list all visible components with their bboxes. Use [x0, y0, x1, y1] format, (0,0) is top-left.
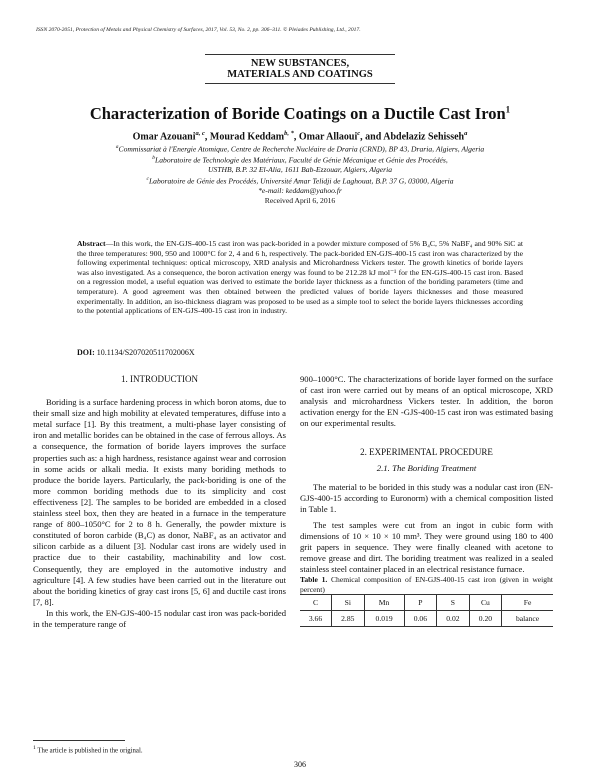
- composition-table: [300, 594, 553, 627]
- table-header-row: [300, 595, 553, 611]
- affiliation-line: USTHB, B.P. 32 El-Alia, 1611 Bab-Ezzouar, Algiers, Algeria: [207, 165, 392, 175]
- table-header-cell: S: [437, 595, 470, 611]
- section-header: [0, 58, 600, 80]
- table-header-cell: Cu: [469, 595, 502, 611]
- affiliation-mark: b: [152, 155, 156, 162]
- table-header-cell: P: [404, 595, 437, 611]
- intro-paragraph-2-continued: 900–1000°C. The characterizations of boride layer formed on the surface of cast iron were carried out by means of an optical microscope, XRD analysis and microhardness Vickers tester. In addition, the boron activation energy for the EN -GJS-400-15 cast iron was estimated basing on our experimental results.: [300, 374, 553, 429]
- experimental-paragraph-1: The material to be borided in this study was a nodular cast iron (EN-GJS-400-15 according to Euronorm) with a chemical composition listed in Table 1.: [300, 481, 553, 514]
- header-rule-bottom: [205, 83, 395, 84]
- author-affiliation-mark: b, *: [284, 130, 294, 137]
- boriding-subheading: 2.1. The Boriding Treatment: [376, 462, 477, 473]
- affiliation-list: [0, 143, 600, 186]
- author-affiliation-mark: a: [464, 130, 468, 137]
- footnote-mark: 1: [33, 745, 36, 751]
- table-header-cell: Fe: [502, 595, 553, 611]
- affiliation-mark: c: [146, 175, 149, 182]
- doi-label: DOI:: [77, 348, 95, 357]
- header-rule-top: [205, 54, 395, 55]
- footnote-rule: [33, 740, 125, 741]
- author-name: Omar Allaoui: [298, 131, 358, 143]
- table-header-cell: C: [312, 598, 319, 608]
- table-caption: [300, 575, 553, 594]
- author-name: Omar Azouani: [132, 131, 196, 143]
- affiliation: [0, 175, 600, 186]
- page-number: 306: [294, 760, 306, 769]
- section-header-line2: MATERIALS AND COATINGS: [227, 69, 373, 80]
- affiliations: [0, 143, 600, 205]
- affiliation-line: Laboratoire de Génie des Procédés, Université Amar Telidji de Laghouat, B.P. 37 G, 03000, Algeria: [148, 176, 454, 186]
- table-cell: 0.20: [469, 611, 502, 627]
- author-affiliation-mark: c: [357, 130, 361, 137]
- title-footnote-mark: 1: [505, 104, 511, 115]
- journal-header: ISSN 2070-2051, Protection of Metals and Physical Chemistry of Surfaces, 2017, Vol. 53, No. 2, pp. 306–311. © Pleiades Publishing, Ltd., 2017.: [36, 27, 361, 33]
- experimental-heading: 2. EXPERIMENTAL PROCEDURE: [360, 447, 493, 458]
- author-name: Mourad Keddam: [209, 131, 285, 143]
- table-caption-text: Chemical composition of EN-GJS-400-15 cast iron (given in weight percent): [300, 575, 553, 594]
- abstract-text: —In this work, the EN-GJS-400-15 cast iron was pack-borided in a powder mixture composed of 5% B₄C, 5% NaBF₄ and 90% SiC at the three temperatures: 900, 950 and 1000°C for 2, 4 and 6 h, respectively. The pack-borided EN-GJS-400-15 cast iron was characterized by the following experimental techniques: optical microscopy, XRD analysis and Microhardness Vickers tester. The growth kinetics of boride layers was also investigated. As a consequence, the boron activation energy was found to be 212.28 kJ mol⁻¹ for the EN-GJS-400-15 cast iron. Based on a regression model, a useful equation was derived to estimate the boride layer thickness as a function of the boriding parameters (time and temperature). A good agreement was then obtained between the predicted values of boride layers thicknesses and those measured experimentally. In addition, an iso-thickness diagram was proposed to be used as a simple tool to select the boride layers thicknesses according to the potential applications of EN-GJS-400-15 cast iron in industry.: [77, 239, 523, 316]
- author-list: [0, 130, 600, 142]
- right-column: [300, 374, 553, 627]
- table-header-cell: Si: [332, 595, 365, 611]
- abstract: [77, 239, 523, 316]
- left-column: [33, 374, 286, 630]
- footnote: [33, 745, 143, 754]
- email[interactable]: *e-mail: keddam@yahoo.fr: [258, 185, 342, 195]
- affiliation-line: Commissariat à l'Energie Atomique, Centre de Recherche Nucléaire de Draria (CRND), BP 43, Draria, Algiers, Algeria: [118, 144, 485, 154]
- table-cell: 0.019: [364, 611, 404, 627]
- table-cell: 0.02: [437, 611, 470, 627]
- table-cell: 0.06: [404, 611, 437, 627]
- table-label: Table 1.: [300, 575, 328, 585]
- table-row: [300, 611, 553, 627]
- doi-link[interactable]: 10.1134/S207020511702006X: [96, 348, 195, 357]
- author-affiliation-mark: a, c: [195, 130, 205, 137]
- table-cell: balance: [502, 611, 553, 627]
- author-separator: ,: [204, 131, 210, 143]
- table-header-cell: Mn: [364, 595, 404, 611]
- author-name: Abdelaziz Sehisseh: [383, 131, 465, 143]
- affiliation-mark: a: [115, 144, 119, 150]
- table-cell: 3.66: [308, 614, 323, 624]
- intro-paragraph-1: Boriding is a surface hardening process in which boron atoms, due to their small size and high mobility at elevated temperatures, diffuse into a metal surface [1]. By this treatment, a multi-phase layer consisting of iron and metallic borides can be obtained in the case of ferrous alloys. As a consequence, the formation of boride layers improves the surface properties such as: a high hardness, resistance against wear and corrosion in some acids or alkali media. It exists many boriding methods to produce the boride layers. Particularly, the pack-boriding is one of the more common boriding methods due to its simplicity and cost effectiveness [2]. The samples to be borided are embedded in a closed stainless steel box, then they are heated in a furnace in the temperature range of 800–1050°C for 2 to 8 h. Generally, the powder mixture is constituted of boron carbide (B₄C) as donor, NaBF₄ as an activator and silicon carbide as a diluent [3]. Nodular cast irons are widely used in practice due to their castability, machinability and low cost. Consequently, they are employed in the automotive industry and agriculture [4]. A few studies have been carried out in the literature out about the boriding kinetics of gray cast irons [5, 6] and ductile cast irons [7, 8].: [33, 397, 286, 607]
- paper-title-text: Characterization of Boride Coatings on a Ductile Cast Iron: [89, 104, 506, 123]
- abstract-label: Abstract: [77, 239, 106, 248]
- table-cell: 2.85: [332, 611, 365, 627]
- experimental-paragraph-2: The test samples were cut from an ingot in cubic form with dimensions of 10 × 10 × 10 mm³. They were ground using 180 to 400 grit papers in sequence. They were finally cleaned with acetone to remove grease and dirt. The boriding treatment was realized in a sealed stainless steel container placed in an electrical resistance furnace.: [300, 519, 553, 575]
- footnote-text: The article is published in the original.: [35, 747, 143, 755]
- section-header-line1: NEW SUBSTANCES,: [250, 58, 350, 69]
- intro-heading: 1. INTRODUCTION: [121, 374, 198, 384]
- affiliation-line: Laboratoire de Technologie des Matériaux, Faculté de Génie Mécanique et Génie des Procédés,: [155, 155, 448, 165]
- paper-title: [0, 104, 600, 124]
- author-separator: , and: [360, 131, 384, 143]
- doi-line: [77, 348, 195, 357]
- affiliation: [0, 143, 600, 154]
- intro-paragraph-2: In this work, the EN-GJS-400-15 nodular cast iron was pack-borided in the temperature range of: [33, 607, 286, 629]
- author-separator: ,: [293, 131, 299, 143]
- affiliation: [0, 154, 600, 165]
- received-date: Received April 6, 2016: [264, 195, 336, 205]
